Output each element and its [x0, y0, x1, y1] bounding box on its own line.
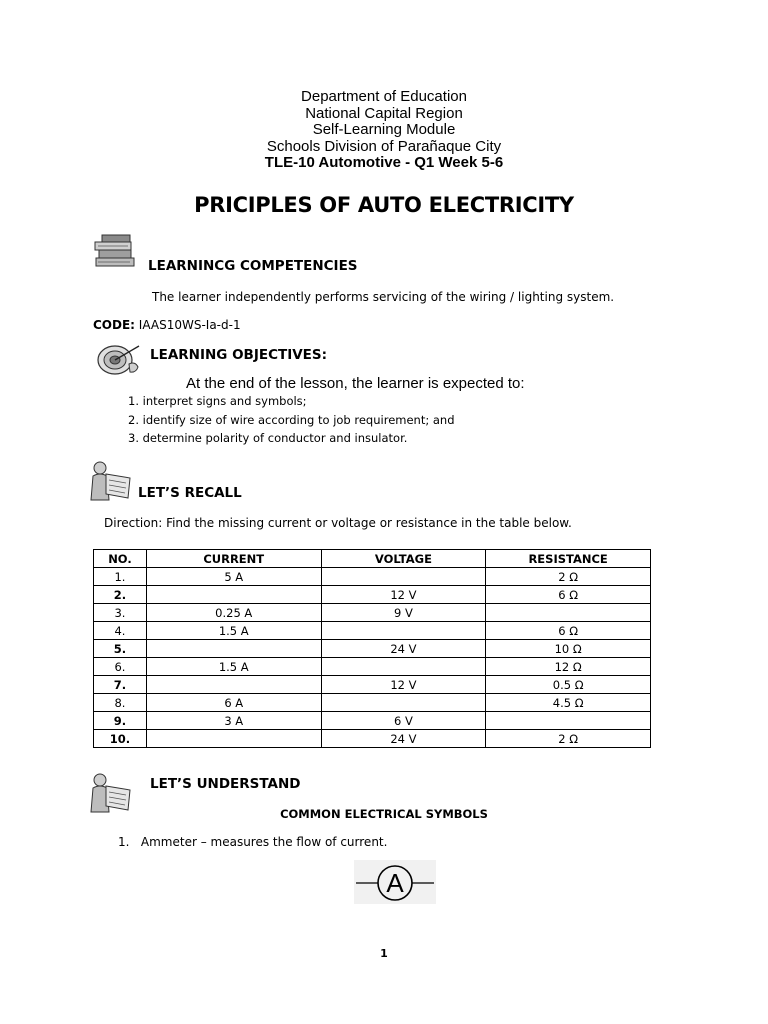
cell-current: 1.5 A	[146, 622, 321, 640]
cell-voltage	[321, 622, 486, 640]
cell-current	[146, 676, 321, 694]
cell-voltage: 24 V	[321, 730, 486, 748]
recall-table	[93, 549, 651, 748]
table-row	[94, 640, 651, 658]
cell-resistance: 2 Ω	[486, 568, 651, 586]
cell-voltage: 6 V	[321, 712, 486, 730]
ammeter-letter: A	[386, 868, 404, 898]
competencies-text: The learner independently performs servicing of the wiring / lighting system.	[152, 290, 615, 304]
table-row	[94, 586, 651, 604]
cell-voltage	[321, 568, 486, 586]
ammeter-description: 1. Ammeter – measures the flow of current.	[118, 835, 388, 849]
header-module: Self-Learning Module	[312, 121, 456, 138]
competency-code	[93, 318, 241, 332]
cell-resistance: 6 Ω	[486, 586, 651, 604]
cell-voltage: 12 V	[321, 676, 486, 694]
cell-resistance	[486, 604, 651, 622]
cell-resistance	[486, 712, 651, 730]
cell-resistance: 0.5 Ω	[486, 676, 651, 694]
symbols-subheading: COMMON ELECTRICAL SYMBOLS	[280, 807, 488, 821]
cell-no: 10.	[94, 730, 147, 748]
page-title: PRICIPLES OF AUTO ELECTRICITY	[194, 193, 574, 217]
objectives-list	[128, 392, 455, 448]
table-row	[94, 676, 651, 694]
cell-resistance: 2 Ω	[486, 730, 651, 748]
cell-current	[146, 730, 321, 748]
table-header-row	[94, 550, 651, 568]
recall-heading: LET’S RECALL	[138, 485, 242, 501]
cell-voltage	[321, 694, 486, 712]
cell-no: 2.	[94, 586, 147, 604]
cell-no: 9.	[94, 712, 147, 730]
cell-voltage	[321, 658, 486, 676]
cell-no: 6.	[94, 658, 147, 676]
column-header-no: NO.	[94, 550, 147, 568]
books-icon	[90, 232, 140, 276]
column-header-resistance: RESISTANCE	[486, 550, 651, 568]
objective-item: 1. interpret signs and symbols;	[128, 394, 307, 408]
objective-item: 3. determine polarity of conductor and insulator.	[128, 431, 408, 445]
competencies-heading: LEARNINCG COMPETENCIES	[148, 258, 358, 274]
table-row	[94, 604, 651, 622]
cell-resistance: 12 Ω	[486, 658, 651, 676]
cell-current: 5 A	[146, 568, 321, 586]
column-header-current: CURRENT	[146, 550, 321, 568]
cell-no: 5.	[94, 640, 147, 658]
cell-current: 1.5 A	[146, 658, 321, 676]
column-header-voltage: VOLTAGE	[321, 550, 486, 568]
cell-voltage: 24 V	[321, 640, 486, 658]
cell-no: 3.	[94, 604, 147, 622]
cell-voltage: 9 V	[321, 604, 486, 622]
header-subject: TLE-10 Automotive - Q1 Week 5-6	[264, 154, 504, 171]
table-row	[94, 622, 651, 640]
table-row	[94, 658, 651, 676]
code-label: CODE:	[93, 318, 135, 332]
table-row	[94, 568, 651, 586]
table-row	[94, 694, 651, 712]
code-value: IAAS10WS-Ia-d-1	[138, 318, 241, 332]
cell-resistance: 10 Ω	[486, 640, 651, 658]
cell-current	[146, 586, 321, 604]
recall-direction: Direction: Find the missing current or voltage or resistance in the table below.	[104, 516, 572, 530]
cell-no: 4.	[94, 622, 147, 640]
cell-current: 0.25 A	[146, 604, 321, 622]
target-icon	[95, 342, 143, 382]
cell-no: 7.	[94, 676, 147, 694]
header-division: Schools Division of Parañaque City	[266, 138, 502, 155]
understand-heading: LET’S UNDERSTAND	[150, 776, 301, 792]
cell-no: 8.	[94, 694, 147, 712]
objectives-heading: LEARNING OBJECTIVES:	[150, 347, 328, 363]
header-region: National Capital Region	[305, 105, 463, 122]
objectives-intro: At the end of the lesson, the learner is expected to:	[186, 375, 525, 392]
table-row	[94, 712, 651, 730]
reading-person-icon	[90, 460, 134, 506]
cell-current: 3 A	[146, 712, 321, 730]
cell-no: 1.	[94, 568, 147, 586]
cell-current: 6 A	[146, 694, 321, 712]
header-department: Department of Education	[301, 88, 467, 105]
objective-item: 2. identify size of wire according to job requirement; and	[128, 412, 455, 427]
page-number: 1	[380, 947, 388, 960]
cell-resistance: 6 Ω	[486, 622, 651, 640]
cell-resistance: 4.5 Ω	[486, 694, 651, 712]
table-row	[94, 730, 651, 748]
cell-current	[146, 640, 321, 658]
ammeter-symbol-icon	[354, 860, 436, 904]
cell-voltage: 12 V	[321, 586, 486, 604]
